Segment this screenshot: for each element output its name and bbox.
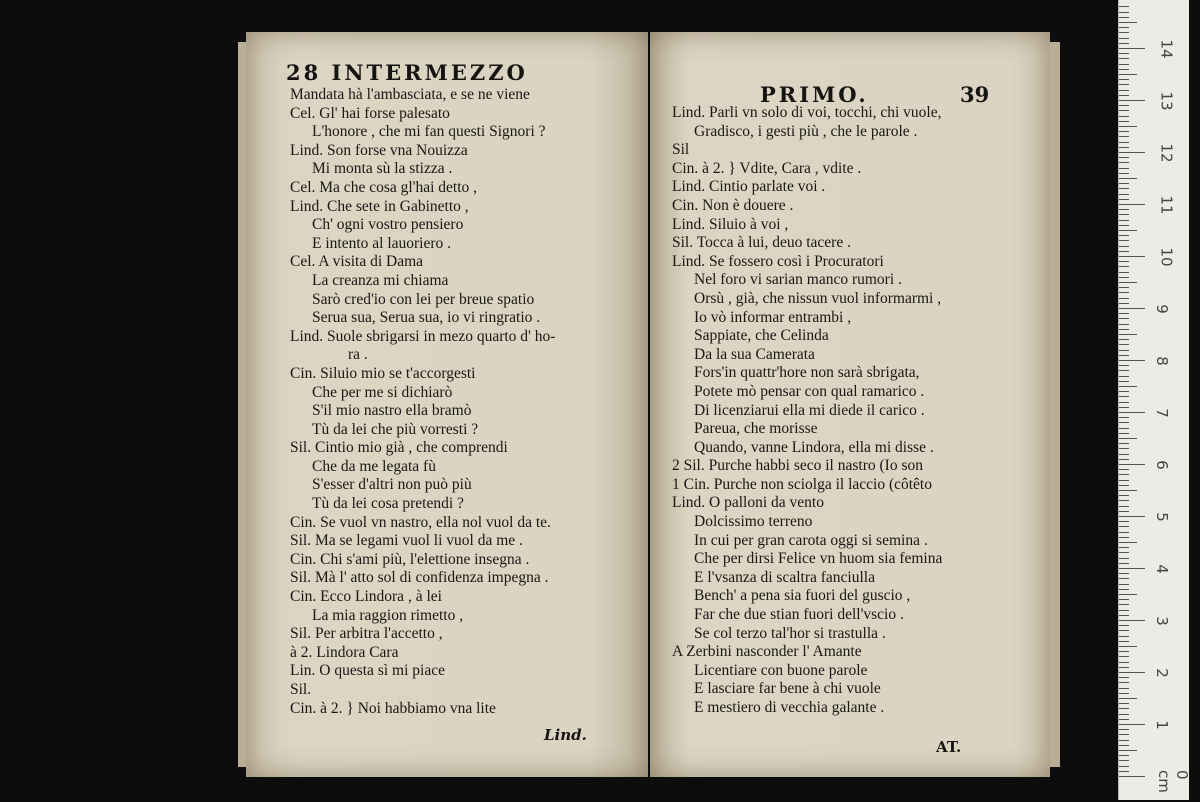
ruler-tick — [1119, 662, 1129, 663]
ruler-tick — [1119, 121, 1129, 122]
ruler-tick — [1119, 251, 1129, 252]
ruler-tick — [1119, 292, 1129, 293]
text-line: Da la sua Camerata — [694, 345, 815, 363]
ruler-tick — [1119, 469, 1129, 470]
ruler-tick — [1119, 771, 1129, 772]
ruler-tick — [1119, 303, 1129, 304]
ruler-tick — [1119, 277, 1129, 278]
text-line: à 2. Lindora Cara — [290, 643, 399, 661]
ruler-tick — [1119, 667, 1129, 668]
ruler-tick — [1119, 199, 1129, 200]
ruler-tick — [1119, 474, 1129, 475]
ruler-tick — [1119, 693, 1129, 694]
text-line: Licentiare con buone parole — [694, 661, 868, 679]
right-page-header: PRIMO. — [760, 82, 869, 107]
ruler-tick — [1119, 79, 1129, 80]
ruler-tick — [1119, 438, 1137, 439]
ruler-tick — [1119, 604, 1129, 605]
text-line: Quando, vanne Lindora, ella mi disse . — [694, 438, 934, 456]
text-line: Cel. Ma che cosa gl'hai detto , — [290, 178, 478, 196]
right-page-number: 39 — [960, 82, 990, 107]
ruler-tick — [1119, 17, 1129, 18]
text-line: L'honore , che mi fan questi Signori ? — [312, 123, 546, 141]
ruler-tick — [1119, 58, 1129, 59]
ruler-tick — [1119, 142, 1129, 143]
book-edge-right — [1050, 42, 1060, 767]
ruler-tick — [1119, 298, 1129, 299]
right-page — [650, 32, 1050, 777]
ruler-tick — [1119, 365, 1129, 366]
ruler-tick — [1119, 370, 1129, 371]
text-line: Pareua, che morisse — [694, 420, 818, 438]
text-line: Gradisco, i gesti più , che le parole . — [694, 122, 918, 140]
left-page-header: 28 INTERMEZZO — [286, 60, 528, 85]
ruler-tick — [1119, 740, 1129, 741]
ruler-tick — [1119, 620, 1145, 621]
text-line: Potete mò pensar con qual ramarico . — [694, 382, 925, 400]
ruler-tick — [1119, 110, 1129, 111]
text-line: Ch' ogni vostro pensiero — [312, 216, 464, 234]
ruler-tick — [1119, 339, 1129, 340]
ruler-tick — [1119, 578, 1129, 579]
ruler-label: 12 — [1157, 143, 1176, 163]
ruler-label: 8 — [1152, 356, 1171, 366]
ruler-tick — [1119, 43, 1129, 44]
ruler-tick — [1119, 651, 1129, 652]
ruler-tick — [1119, 282, 1137, 283]
ruler-tick — [1119, 225, 1129, 226]
ruler-tick — [1119, 625, 1129, 626]
ruler-label: 0 cm — [1155, 770, 1191, 793]
text-line: 1 Cin. Purche non sciolga il laccio (côtêto — [672, 475, 932, 493]
ruler-tick — [1119, 100, 1145, 101]
ruler-tick — [1119, 714, 1129, 715]
ruler-tick — [1119, 615, 1129, 616]
ruler-tick — [1119, 641, 1129, 642]
ruler-tick — [1119, 547, 1129, 548]
text-line: Sil — [672, 141, 690, 159]
text-line: Cel. Gl' hai forse palesato — [290, 104, 450, 122]
ruler-tick — [1119, 329, 1129, 330]
text-line: Lind. Suole sbrigarsi in mezo quarto d' ho- — [290, 327, 556, 345]
measuring-ruler — [1118, 0, 1189, 800]
ruler-tick — [1119, 32, 1129, 33]
ruler-tick — [1119, 188, 1129, 189]
ruler-tick — [1119, 402, 1129, 403]
ruler-tick — [1119, 677, 1129, 678]
ruler-tick — [1119, 537, 1129, 538]
ruler-tick — [1119, 95, 1129, 96]
text-line: Sil. Ma se legami vuol li vuol da me . — [290, 532, 523, 550]
ruler-tick — [1119, 563, 1129, 564]
ruler-tick — [1119, 433, 1129, 434]
ruler-tick — [1119, 636, 1129, 637]
ruler-tick — [1119, 131, 1129, 132]
text-line: Lind. Cintio parlate voi . — [672, 178, 826, 196]
right-catchword: AT. — [936, 738, 962, 756]
ruler-tick — [1119, 558, 1129, 559]
ruler-tick — [1119, 69, 1129, 70]
ruler-tick — [1119, 407, 1129, 408]
text-line: E mestiero di vecchia galante . — [694, 699, 885, 716]
ruler-tick — [1119, 344, 1129, 345]
ruler-tick — [1119, 376, 1129, 377]
ruler-tick — [1119, 74, 1137, 75]
ruler-tick — [1119, 599, 1129, 600]
ruler-tick — [1119, 287, 1129, 288]
ruler-label: 10 — [1157, 247, 1176, 267]
text-line: Bench' a pena sia fuori del guscio , — [694, 587, 911, 605]
text-line: Che per dirsi Felice vn huom sia femina — [694, 550, 943, 568]
text-line: Mandata hà l'ambasciata, e se ne viene — [290, 86, 530, 103]
ruler-tick — [1119, 386, 1137, 387]
ruler-tick — [1119, 214, 1129, 215]
ruler-tick — [1119, 745, 1129, 746]
ruler-tick — [1119, 729, 1129, 730]
ruler-tick — [1119, 724, 1145, 725]
right-page-text — [672, 104, 942, 718]
ruler-tick — [1119, 760, 1129, 761]
left-catchword: Lind. — [544, 726, 587, 744]
text-line: E intento al lauoriero . — [312, 234, 452, 252]
ruler-tick — [1119, 594, 1137, 595]
text-line: Che da me legata fù — [312, 457, 436, 475]
text-line: Se col terzo tal'hor si trastulla . — [694, 624, 886, 642]
ruler-tick — [1119, 360, 1145, 361]
ruler-tick — [1119, 84, 1129, 85]
text-line: Fors'in quattr'hore non sarà sbrigata, — [694, 364, 920, 382]
ruler-tick — [1119, 240, 1129, 241]
ruler-tick — [1119, 6, 1129, 7]
text-line: Sappiate, che Celinda — [694, 327, 829, 345]
ruler-tick — [1119, 500, 1129, 501]
ruler-tick — [1119, 178, 1137, 179]
ruler-tick — [1119, 646, 1137, 647]
text-line: Sarò cred'io con lei per breue spatio — [312, 290, 535, 308]
ruler-tick — [1119, 204, 1145, 205]
ruler-tick — [1119, 448, 1129, 449]
ruler-tick — [1119, 485, 1129, 486]
ruler-tick — [1119, 734, 1129, 735]
ruler-tick — [1119, 147, 1129, 148]
text-line: Serua sua, Serua sua, io vi ringratio . — [312, 309, 541, 327]
ruler-tick — [1119, 506, 1129, 507]
ruler-tick — [1119, 90, 1129, 91]
text-line: Nel foro vi sarian manco rumori . — [694, 271, 902, 289]
text-line: Cin. Chi s'ami più, l'elettione insegna . — [290, 550, 530, 568]
ruler-tick — [1119, 703, 1129, 704]
ruler-tick — [1119, 542, 1137, 543]
ruler-tick — [1119, 672, 1145, 673]
ruler-tick — [1119, 246, 1129, 247]
text-line: La creanza mi chiama — [312, 271, 449, 289]
text-line: Far che due stian fuori dell'vscio . — [694, 606, 904, 624]
ruler-tick — [1119, 235, 1129, 236]
text-line: Sil. Tocca à lui, deuo tacere . — [672, 234, 851, 252]
left-page — [246, 32, 648, 777]
ruler-tick — [1119, 266, 1129, 267]
ruler-tick — [1119, 27, 1129, 28]
ruler-tick — [1119, 532, 1129, 533]
ruler-tick — [1119, 162, 1129, 163]
ruler-tick — [1119, 22, 1137, 23]
ruler-label: 14 — [1157, 39, 1176, 59]
text-line: Lind. O palloni da vento — [672, 494, 824, 512]
ruler-tick — [1119, 688, 1129, 689]
ruler-tick — [1119, 261, 1129, 262]
ruler-tick — [1119, 391, 1129, 392]
text-line: Io vò informar entrambi , — [694, 308, 852, 326]
ruler-tick — [1119, 64, 1129, 65]
ruler-tick — [1119, 584, 1129, 585]
ruler-tick — [1119, 38, 1129, 39]
ruler-label: 6 — [1152, 460, 1171, 470]
ruler-tick — [1119, 656, 1129, 657]
ruler-tick — [1119, 490, 1137, 491]
ruler-tick — [1119, 682, 1129, 683]
ruler-tick — [1119, 48, 1145, 49]
ruler-tick — [1119, 589, 1129, 590]
ruler-tick — [1119, 443, 1129, 444]
ruler-label: 11 — [1157, 195, 1176, 215]
text-line: 2 Sil. Purche habbi seco il nastro (Io son — [672, 457, 923, 475]
ruler-tick — [1119, 454, 1129, 455]
left-page-text — [290, 86, 555, 718]
text-line: E lasciare far bene à chi vuole — [694, 680, 881, 698]
text-line: Lin. O questa sì mi piace — [290, 662, 445, 680]
open-book — [238, 22, 1058, 780]
ruler-tick — [1119, 428, 1129, 429]
text-line: Lind. Siluio à voi , — [672, 215, 789, 233]
ruler-tick — [1119, 194, 1129, 195]
ruler-tick — [1119, 526, 1129, 527]
text-line: Sil. — [290, 681, 312, 698]
ruler-tick — [1119, 521, 1129, 522]
ruler-tick — [1119, 105, 1129, 106]
ruler-tick — [1119, 417, 1129, 418]
ruler-tick — [1119, 573, 1129, 574]
ruler-tick — [1119, 230, 1137, 231]
ruler-tick — [1119, 698, 1137, 699]
ruler-tick — [1119, 168, 1129, 169]
text-line: Dolcissimo terreno — [694, 513, 813, 531]
ruler-tick — [1119, 318, 1129, 319]
ruler-tick — [1119, 256, 1145, 257]
text-line: Cin. Ecco Lindora , à lei — [290, 588, 442, 606]
ruler-tick — [1119, 308, 1145, 309]
text-line: Sil. Mà l' atto sol di confidenza impegna . — [290, 569, 549, 587]
ruler-tick — [1119, 422, 1129, 423]
ruler-tick — [1119, 552, 1129, 553]
ruler-tick — [1119, 480, 1129, 481]
ruler-tick — [1119, 220, 1129, 221]
text-line: Cin. Non è douere . — [672, 196, 794, 214]
ruler-tick — [1119, 511, 1129, 512]
text-line: Cin. à 2. } Vdite, Cara , vdite . — [672, 159, 862, 177]
ruler-tick — [1119, 396, 1129, 397]
ruler-tick — [1119, 313, 1129, 314]
ruler-tick — [1119, 719, 1129, 720]
ruler-tick — [1119, 464, 1145, 465]
ruler-tick — [1119, 750, 1137, 751]
text-line: Lind. Son forse vna Nouizza — [290, 141, 468, 159]
ruler-tick — [1119, 136, 1129, 137]
ruler-tick — [1119, 516, 1145, 517]
text-line: Orsù , già, che nissun vuol informarmi , — [694, 289, 942, 307]
ruler-tick — [1119, 334, 1137, 335]
ruler-tick — [1119, 755, 1129, 756]
ruler-tick — [1119, 766, 1129, 767]
ruler-label: 4 — [1152, 564, 1171, 574]
ruler-tick — [1119, 157, 1129, 158]
text-line: La mia raggion rimetto , — [312, 606, 464, 624]
text-line: E l'vsanza di scaltra fanciulla — [694, 568, 875, 586]
ruler-label: 9 — [1152, 304, 1171, 314]
ruler-tick — [1119, 708, 1129, 709]
ruler-label: 13 — [1157, 91, 1176, 111]
ruler-label: 2 — [1152, 668, 1171, 678]
text-line: Cel. A visita di Dama — [290, 253, 424, 271]
text-line: Lind. Se fossero così i Procuratori — [672, 252, 884, 270]
ruler-tick — [1119, 152, 1145, 153]
text-line: S'il mio nastro ella bramò — [312, 402, 472, 420]
ruler-tick — [1119, 183, 1129, 184]
text-line: S'esser d'altri non può più — [312, 476, 472, 494]
text-line: Cin. à 2. } Noi habbiamo vna lite — [290, 699, 496, 717]
ruler-tick — [1119, 272, 1129, 273]
ruler-tick — [1119, 53, 1129, 54]
ruler-tick — [1119, 350, 1129, 351]
text-line: Sil. Cintio mio già , che comprendi — [290, 439, 508, 457]
ruler-tick — [1119, 381, 1129, 382]
ruler-tick — [1119, 568, 1145, 569]
text-line: Lind. Parli vn solo di voi, tocchi, chi vuole, — [672, 104, 942, 121]
text-line: Sil. Per arbitra l'accetto , — [290, 625, 443, 643]
text-line: Cin. Se vuol vn nastro, ella nol vuol da te. — [290, 513, 551, 531]
ruler-label: 5 — [1152, 512, 1171, 522]
text-line: Mi monta sù la stizza . — [312, 160, 453, 178]
ruler-label: 7 — [1152, 408, 1171, 418]
ruler-tick — [1119, 126, 1137, 127]
ruler-tick — [1119, 610, 1129, 611]
ruler-tick — [1119, 209, 1129, 210]
text-line: Lind. Che sete in Gabinetto , — [290, 197, 469, 215]
text-line: ra . — [348, 346, 368, 364]
ruler-tick — [1119, 173, 1129, 174]
ruler-tick — [1119, 116, 1129, 117]
text-line: A Zerbini nasconder l' Amante — [672, 643, 862, 661]
text-line: Tù da lei cosa pretendi ? — [312, 495, 464, 513]
ruler-label: 1 — [1152, 720, 1171, 730]
text-line: Cin. Siluio mio se t'accorgesti — [290, 364, 476, 382]
ruler-tick — [1119, 459, 1129, 460]
ruler-tick — [1119, 324, 1129, 325]
ruler-tick — [1119, 630, 1129, 631]
ruler-tick — [1119, 355, 1129, 356]
text-line: Tù da lei che più vorresti ? — [312, 420, 479, 438]
ruler-tick — [1119, 12, 1129, 13]
ruler-tick — [1119, 412, 1145, 413]
ruler-tick — [1119, 776, 1145, 777]
text-line: Di licenziarui ella mi diede il carico . — [694, 401, 925, 419]
ruler-label: 3 — [1152, 616, 1171, 626]
text-line: Che per me si dichiarò — [312, 383, 453, 401]
text-line: In cui per gran carota oggi si semina . — [694, 531, 928, 549]
ruler-tick — [1119, 495, 1129, 496]
